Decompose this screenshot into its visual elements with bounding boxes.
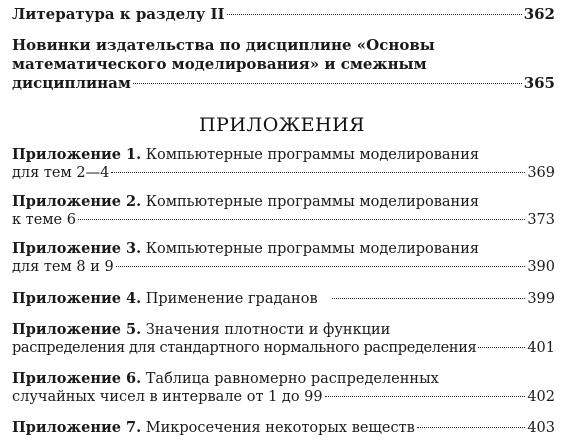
toc-line — [12, 193, 555, 211]
toc-line — [12, 258, 555, 276]
toc-page-number: 402 — [527, 389, 555, 405]
toc-entry-title: математического моделирования» и смежным — [12, 55, 427, 73]
appendix-title: Компьютерные программы моделирования — [141, 194, 480, 210]
dot-leader — [111, 172, 525, 173]
appendix-title-cont: для тем 8 и 9 — [12, 259, 114, 275]
dot-leader — [417, 427, 526, 428]
appendix-label: Приложение 3. — [12, 240, 142, 257]
toc-line — [12, 5, 555, 24]
toc-line — [12, 370, 555, 388]
toc-entry-title: Новинки издательства по дисциплине «Основы — [12, 36, 435, 54]
dot-leader — [478, 347, 525, 348]
appendix-title: Компьютерные программы моделирования — [141, 241, 480, 257]
toc-entry-appendix-1 — [12, 146, 555, 182]
toc-entry-appendix-6 — [12, 370, 555, 406]
toc-entry-new-books — [12, 36, 555, 93]
toc-page-number: 401 — [527, 340, 555, 356]
appendix-label: Приложение 6. — [12, 370, 142, 387]
appendix-label: Приложение 2. — [12, 193, 142, 210]
toc-line — [12, 211, 555, 229]
toc-entry-appendix-4 — [12, 290, 555, 308]
appendix-label: Приложение 4. — [12, 290, 142, 307]
toc-entry-title: Литература к разделу II — [12, 5, 225, 23]
appendix-title: Компьютерные программы моделирования — [141, 147, 480, 163]
toc-entry-appendix-7 — [12, 419, 555, 437]
dot-leader — [332, 298, 526, 299]
toc-page-number: 403 — [527, 420, 555, 436]
toc-page-number: 362 — [523, 5, 555, 23]
appendix-title-cont: распределения для стандартного нормального распределения — [12, 340, 477, 356]
section-title: ПРИЛОЖЕНИЯ — [198, 114, 366, 136]
appendix-label: Приложение 1. — [12, 146, 142, 163]
appendix-title-cont: для тем 2—4 — [12, 165, 110, 181]
appendix-title-cont: случайных чисел в интервале от 1 до 99 — [12, 389, 323, 405]
toc-line — [12, 164, 555, 182]
dot-leader — [227, 14, 522, 15]
appendix-title-cont: к теме 6 — [12, 212, 76, 228]
appendix-title: Таблица равномерно распределенных — [141, 371, 439, 387]
toc-entry-literature — [12, 5, 555, 24]
toc-entry-appendix-2 — [12, 193, 555, 229]
toc-line — [12, 388, 555, 406]
appendix-label: Приложение 5. — [12, 321, 142, 338]
toc-page-number: 369 — [527, 165, 555, 181]
toc-page-number: 390 — [527, 259, 555, 275]
appendix-label: Приложение 7. — [12, 419, 142, 436]
toc-line — [12, 146, 555, 164]
toc-entry-appendix-5 — [12, 321, 555, 357]
toc-page-number: 373 — [527, 212, 555, 228]
dot-leader — [133, 83, 522, 84]
toc-page-number: 399 — [527, 291, 555, 307]
toc-line — [12, 36, 555, 55]
toc-line — [12, 290, 555, 308]
toc-line — [12, 339, 555, 357]
toc-entry-title: дисциплинам — [12, 74, 131, 92]
dot-leader — [78, 219, 525, 220]
toc-line — [12, 240, 555, 258]
dot-leader — [116, 266, 526, 267]
toc-line — [12, 321, 555, 339]
toc-line — [12, 74, 555, 93]
toc-entry-appendix-3 — [12, 240, 555, 276]
toc-line — [12, 419, 555, 437]
toc-line — [12, 55, 555, 74]
appendix-title: Применение граданов — [141, 291, 318, 307]
toc-page-number: 365 — [523, 74, 555, 92]
appendix-title: Значения плотности и функции — [141, 322, 391, 338]
appendix-title: Микросечения некоторых веществ — [141, 420, 415, 436]
dot-leader — [325, 396, 526, 397]
